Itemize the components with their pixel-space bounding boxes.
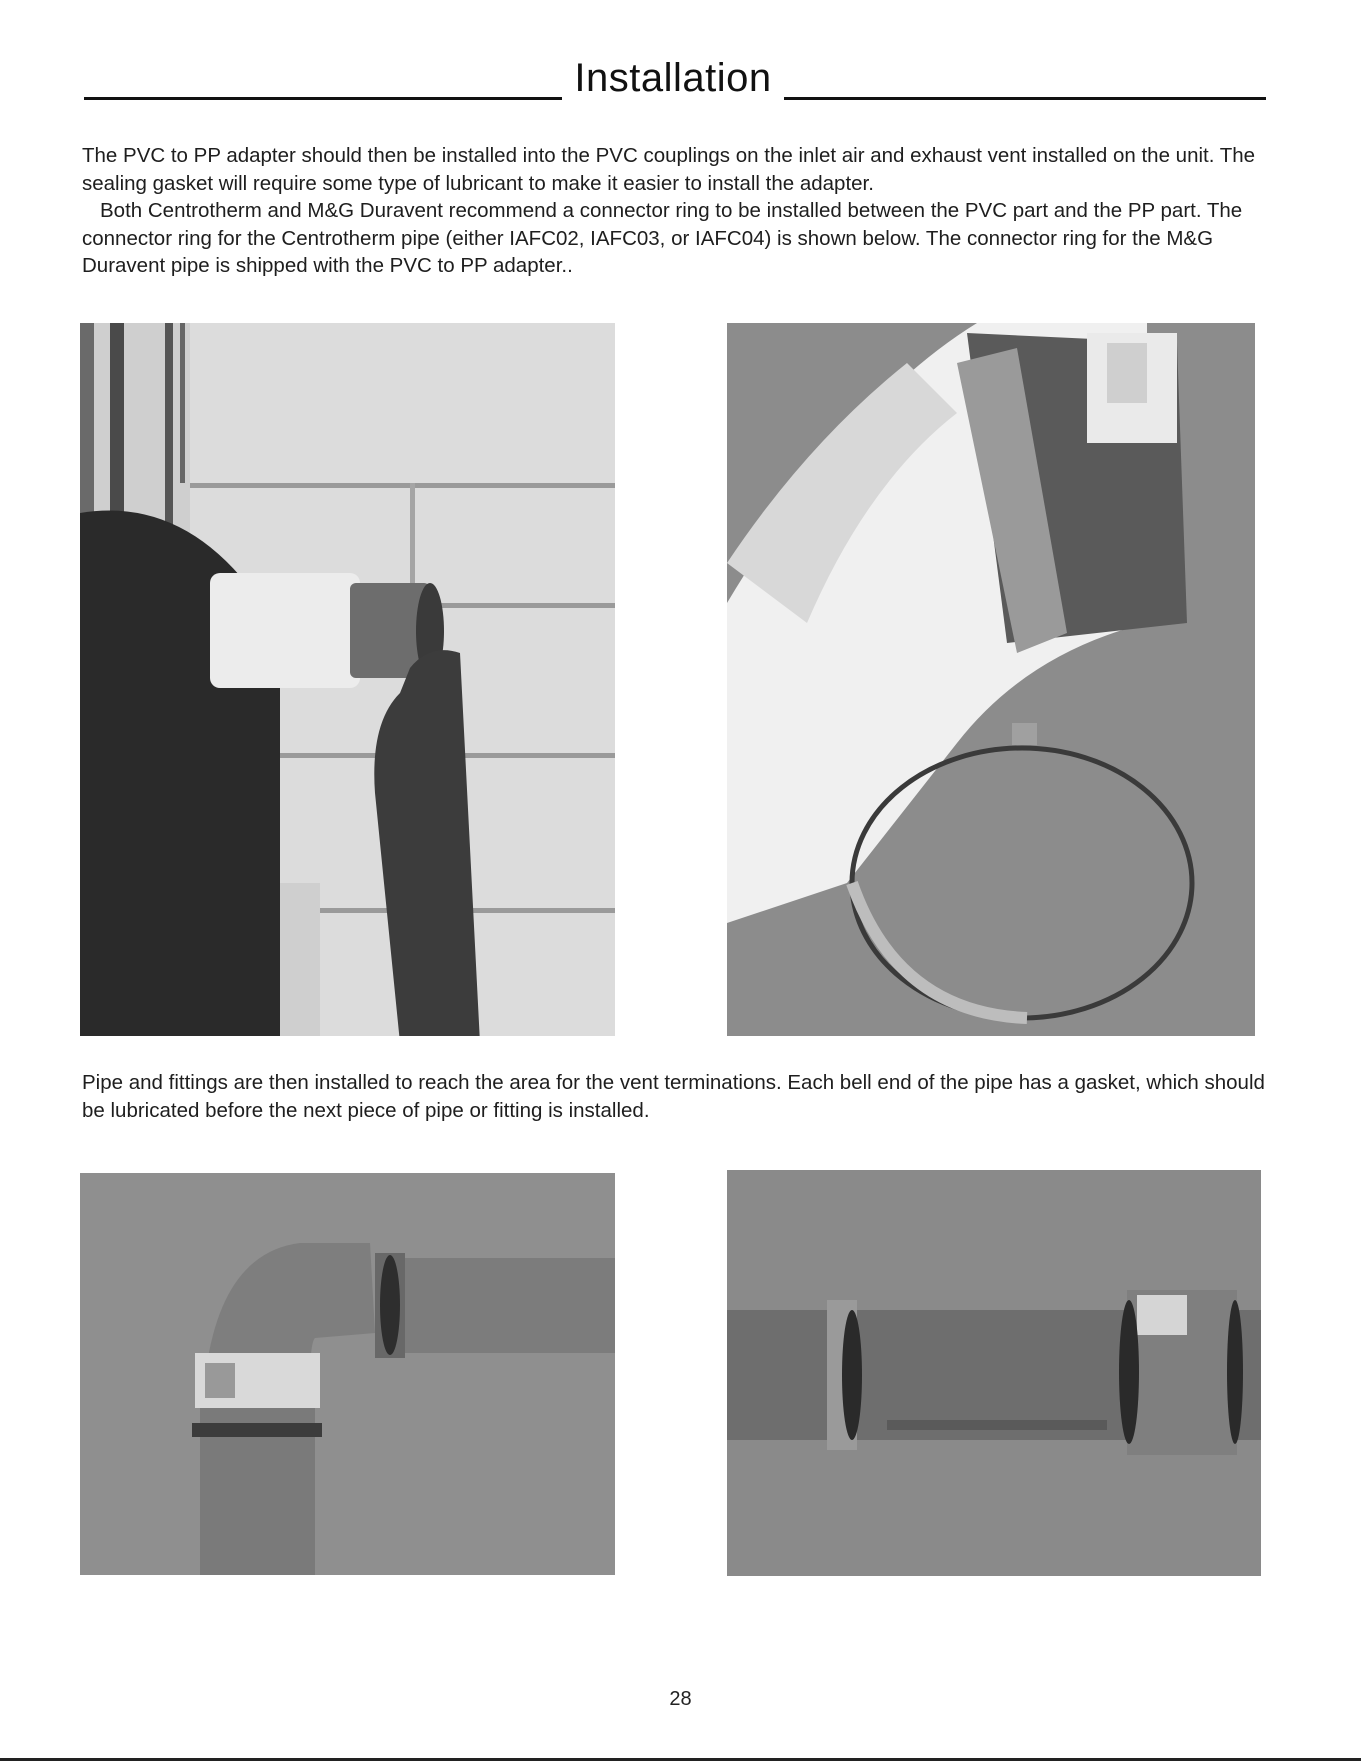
paragraph-pipe-fittings: Pipe and fittings are then installed to reach the area for the vent terminations. Each bell end of the pipe has a gasket, which should be lubricated before the next piece of pipe or fitting is installed. — [82, 1071, 1265, 1122]
paragraph-connector-ring: Both Centrotherm and M&G Duravent recommend a connector ring to be installed between the PVC part and the PP part. The connector ring for the Centrotherm pipe (either IAFC02, IAFC03, or IAFC04) is shown below. The connector ring for the M&G Duravent pipe is shipped with the PVC to PP adapter.. — [82, 199, 1243, 277]
photo-pp-elbow — [80, 1173, 615, 1575]
header-rule-left — [84, 97, 562, 100]
photo-adapter-installed-on-unit — [80, 323, 615, 1036]
photo-pipe-coupling — [727, 1170, 1261, 1576]
header-rule-right — [784, 97, 1266, 100]
page-number: 28 — [669, 1688, 692, 1710]
photo-connector-ring — [727, 323, 1255, 1036]
paragraph-adapter-install: The PVC to PP adapter should then be installed into the PVC couplings on the inlet air and exhaust vent installed on the unit. The sealing gasket will require some type of lubricant to make it easier to install the adapter. — [82, 144, 1256, 195]
page-header — [84, 52, 1266, 104]
page-title: Installation — [574, 56, 772, 100]
